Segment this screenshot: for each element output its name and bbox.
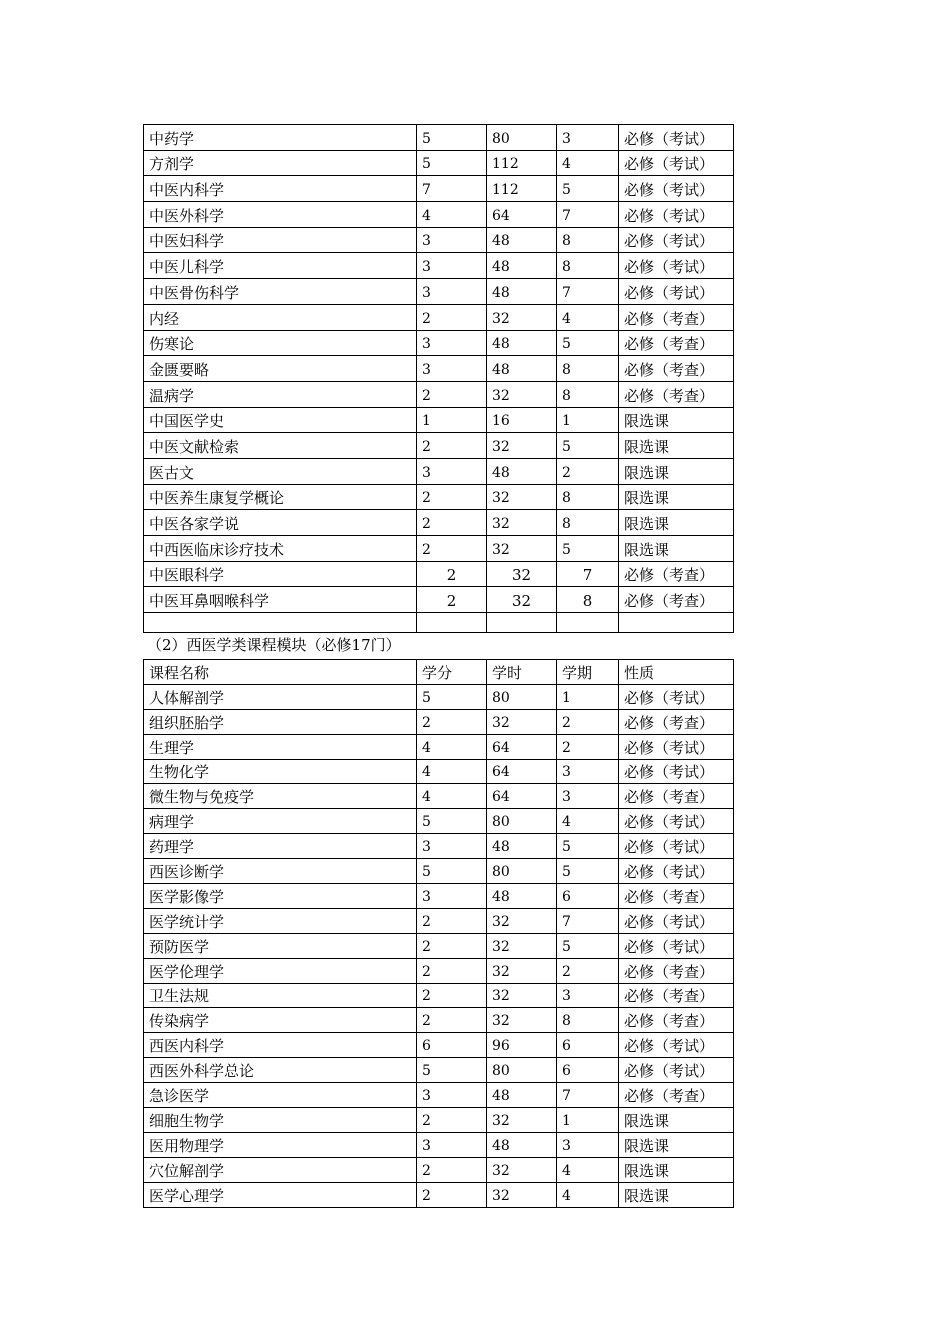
semester-cell: 3 (557, 125, 619, 151)
semester-cell: 2 (557, 458, 619, 484)
course-name-cell: 预防医学 (144, 933, 417, 958)
type-cell: 必修（考查） (619, 381, 734, 407)
credits-cell: 2 (417, 933, 487, 958)
course-name-cell: 中医耳鼻咽喉科学 (144, 587, 417, 613)
table-row (144, 1157, 734, 1182)
type-cell: 必修（考试） (619, 933, 734, 958)
semester-cell: 7 (557, 279, 619, 305)
semester-cell: 3 (557, 983, 619, 1008)
course-name-cell: 医学伦理学 (144, 958, 417, 983)
credits-cell: 2 (417, 1108, 487, 1133)
type-cell: 必修（考查） (619, 958, 734, 983)
hours-cell: 32 (487, 587, 557, 613)
credits-cell: 2 (417, 908, 487, 933)
type-cell: 必修（考查） (619, 1083, 734, 1108)
header-type: 性质 (619, 660, 734, 685)
type-cell: 限选课 (619, 1108, 734, 1133)
type-cell: 必修（考查） (619, 587, 734, 613)
table-row (144, 1182, 734, 1207)
type-cell: 必修（考试） (619, 279, 734, 305)
hours-cell: 32 (487, 1157, 557, 1182)
credits-cell: 2 (417, 958, 487, 983)
hours-cell: 96 (487, 1033, 557, 1058)
table-row (144, 933, 734, 958)
course-name-cell: 金匮要略 (144, 356, 417, 382)
credits-cell: 2 (417, 510, 487, 536)
type-cell: 限选课 (619, 1157, 734, 1182)
semester-cell: 7 (557, 1083, 619, 1108)
semester-cell: 5 (557, 176, 619, 202)
semester-cell: 4 (557, 809, 619, 834)
table-row (144, 279, 734, 305)
hours-cell: 80 (487, 1058, 557, 1083)
semester-cell: 8 (557, 381, 619, 407)
table-row (144, 784, 734, 809)
credits-cell: 2 (417, 709, 487, 734)
table-row (144, 1108, 734, 1133)
hours-cell: 80 (487, 809, 557, 834)
western-medicine-course-table (143, 659, 734, 1208)
hours-cell: 32 (487, 304, 557, 330)
credits-cell: 2 (417, 1157, 487, 1182)
semester-cell: 5 (557, 859, 619, 884)
semester-cell: 4 (557, 1182, 619, 1207)
hours-cell: 80 (487, 859, 557, 884)
empty-cell (417, 613, 487, 633)
course-name-cell: 伤寒论 (144, 330, 417, 356)
table-row (144, 1033, 734, 1058)
hours-cell: 32 (487, 908, 557, 933)
table-row (144, 176, 734, 202)
type-cell: 必修（考查） (619, 983, 734, 1008)
table-row (144, 561, 734, 587)
credits-cell: 2 (417, 983, 487, 1008)
credits-cell: 4 (417, 734, 487, 759)
hours-cell: 32 (487, 983, 557, 1008)
type-cell: 限选课 (619, 484, 734, 510)
credits-cell: 2 (417, 433, 487, 459)
type-cell: 限选课 (619, 1132, 734, 1157)
type-cell: 必修（考试） (619, 1033, 734, 1058)
hours-cell: 48 (487, 356, 557, 382)
hours-cell: 32 (487, 958, 557, 983)
hours-cell: 48 (487, 279, 557, 305)
course-name-cell: 生物化学 (144, 759, 417, 784)
credits-cell: 4 (417, 784, 487, 809)
type-cell: 必修（考试） (619, 809, 734, 834)
course-name-cell: 内经 (144, 304, 417, 330)
type-cell: 必修（考试） (619, 859, 734, 884)
semester-cell: 2 (557, 734, 619, 759)
hours-cell: 32 (487, 933, 557, 958)
course-name-cell: 西医内科学 (144, 1033, 417, 1058)
course-name-cell: 组织胚胎学 (144, 709, 417, 734)
credits-cell: 3 (417, 227, 487, 253)
credits-cell: 3 (417, 834, 487, 859)
semester-cell: 5 (557, 433, 619, 459)
table-row (144, 407, 734, 433)
type-cell: 必修（考试） (619, 734, 734, 759)
semester-cell: 3 (557, 759, 619, 784)
course-name-cell: 中医儿科学 (144, 253, 417, 279)
semester-cell: 8 (557, 356, 619, 382)
table-row (144, 908, 734, 933)
hours-cell: 48 (487, 458, 557, 484)
type-cell: 必修（考查） (619, 356, 734, 382)
table-row (144, 1008, 734, 1033)
type-cell: 必修（考试） (619, 125, 734, 151)
course-name-cell: 西医外科学总论 (144, 1058, 417, 1083)
hours-cell: 16 (487, 407, 557, 433)
credits-cell: 2 (417, 536, 487, 562)
type-cell: 必修（考试） (619, 176, 734, 202)
table-row (144, 202, 734, 228)
credits-cell: 3 (417, 279, 487, 305)
empty-cell (487, 613, 557, 633)
type-cell: 限选课 (619, 536, 734, 562)
course-name-cell: 医用物理学 (144, 1132, 417, 1157)
semester-cell: 4 (557, 304, 619, 330)
type-cell: 限选课 (619, 407, 734, 433)
hours-cell: 32 (487, 510, 557, 536)
hours-cell: 80 (487, 684, 557, 709)
table-header-row (144, 660, 734, 685)
credits-cell: 5 (417, 125, 487, 151)
course-name-cell: 药理学 (144, 834, 417, 859)
semester-cell: 3 (557, 784, 619, 809)
hours-cell: 48 (487, 884, 557, 909)
course-name-cell: 中药学 (144, 125, 417, 151)
table-row (144, 1132, 734, 1157)
table-row (144, 150, 734, 176)
course-name-cell: 中医文献检索 (144, 433, 417, 459)
table-row (144, 356, 734, 382)
course-name-cell: 方剂学 (144, 150, 417, 176)
semester-cell: 6 (557, 1058, 619, 1083)
empty-cell (144, 613, 417, 633)
type-cell: 必修（考查） (619, 884, 734, 909)
western-medicine-module-caption: （2）西医学类课程模块（必修17门） (147, 636, 401, 654)
course-name-cell: 穴位解剖学 (144, 1157, 417, 1182)
table-row (144, 536, 734, 562)
credits-cell: 3 (417, 458, 487, 484)
course-name-cell: 人体解剖学 (144, 684, 417, 709)
table-row (144, 834, 734, 859)
semester-cell: 3 (557, 1132, 619, 1157)
credits-cell: 7 (417, 176, 487, 202)
semester-cell: 2 (557, 958, 619, 983)
hours-cell: 48 (487, 1132, 557, 1157)
credits-cell: 3 (417, 356, 487, 382)
table-row (144, 859, 734, 884)
tcm-course-table-body (144, 125, 734, 633)
hours-cell: 32 (487, 1008, 557, 1033)
header-semester: 学期 (557, 660, 619, 685)
course-name-cell: 病理学 (144, 809, 417, 834)
hours-cell: 48 (487, 834, 557, 859)
semester-cell: 4 (557, 150, 619, 176)
table-row (144, 484, 734, 510)
semester-cell: 1 (557, 1108, 619, 1133)
empty-row (144, 613, 734, 633)
table-row (144, 433, 734, 459)
course-name-cell: 中医外科学 (144, 202, 417, 228)
semester-cell: 6 (557, 884, 619, 909)
course-name-cell: 医学统计学 (144, 908, 417, 933)
type-cell: 必修（考试） (619, 834, 734, 859)
semester-cell: 8 (557, 484, 619, 510)
semester-cell: 8 (557, 1008, 619, 1033)
type-cell: 必修（考试） (619, 684, 734, 709)
table-row (144, 684, 734, 709)
table-row (144, 458, 734, 484)
tcm-course-table (143, 124, 734, 633)
credits-cell: 2 (417, 304, 487, 330)
western-medicine-course-table-body (144, 660, 734, 1208)
course-name-cell: 中医妇科学 (144, 227, 417, 253)
course-name-cell: 中医眼科学 (144, 561, 417, 587)
course-name-cell: 中医养生康复学概论 (144, 484, 417, 510)
type-cell: 限选课 (619, 433, 734, 459)
type-cell: 限选课 (619, 458, 734, 484)
header-course-name: 课程名称 (144, 660, 417, 685)
course-name-cell: 中国医学史 (144, 407, 417, 433)
semester-cell: 5 (557, 536, 619, 562)
course-name-cell: 医学心理学 (144, 1182, 417, 1207)
semester-cell: 2 (557, 709, 619, 734)
semester-cell: 7 (557, 202, 619, 228)
hours-cell: 32 (487, 561, 557, 587)
course-name-cell: 西医诊断学 (144, 859, 417, 884)
credits-cell: 4 (417, 759, 487, 784)
hours-cell: 112 (487, 150, 557, 176)
table-row (144, 381, 734, 407)
course-name-cell: 卫生法规 (144, 983, 417, 1008)
credits-cell: 2 (417, 561, 487, 587)
type-cell: 必修（考查） (619, 709, 734, 734)
table-row (144, 759, 734, 784)
course-name-cell: 中医内科学 (144, 176, 417, 202)
table-row (144, 227, 734, 253)
hours-cell: 48 (487, 227, 557, 253)
empty-cell (557, 613, 619, 633)
credits-cell: 2 (417, 587, 487, 613)
semester-cell: 8 (557, 227, 619, 253)
hours-cell: 48 (487, 253, 557, 279)
credits-cell: 3 (417, 330, 487, 356)
credits-cell: 5 (417, 1058, 487, 1083)
hours-cell: 64 (487, 734, 557, 759)
type-cell: 必修（考查） (619, 1008, 734, 1033)
hours-cell: 48 (487, 1083, 557, 1108)
semester-cell: 8 (557, 587, 619, 613)
table-row (144, 587, 734, 613)
credits-cell: 5 (417, 150, 487, 176)
credits-cell: 1 (417, 407, 487, 433)
course-name-cell: 中医骨伤科学 (144, 279, 417, 305)
course-name-cell: 中医各家学说 (144, 510, 417, 536)
type-cell: 必修（考试） (619, 1058, 734, 1083)
table-row (144, 304, 734, 330)
hours-cell: 32 (487, 433, 557, 459)
type-cell: 必修（考试） (619, 227, 734, 253)
hours-cell: 32 (487, 709, 557, 734)
hours-cell: 48 (487, 330, 557, 356)
credits-cell: 3 (417, 253, 487, 279)
table-row (144, 709, 734, 734)
course-name-cell: 急诊医学 (144, 1083, 417, 1108)
credits-cell: 5 (417, 809, 487, 834)
type-cell: 限选课 (619, 1182, 734, 1207)
course-name-cell: 细胞生物学 (144, 1108, 417, 1133)
semester-cell: 7 (557, 908, 619, 933)
hours-cell: 80 (487, 125, 557, 151)
hours-cell: 32 (487, 484, 557, 510)
course-name-cell: 微生物与免疫学 (144, 784, 417, 809)
credits-cell: 5 (417, 684, 487, 709)
semester-cell: 5 (557, 933, 619, 958)
table-row (144, 125, 734, 151)
semester-cell: 1 (557, 684, 619, 709)
header-credits: 学分 (417, 660, 487, 685)
header-hours: 学时 (487, 660, 557, 685)
type-cell: 必修（考查） (619, 304, 734, 330)
semester-cell: 4 (557, 1157, 619, 1182)
type-cell: 必修（考试） (619, 202, 734, 228)
table-row (144, 1083, 734, 1108)
table-row (144, 734, 734, 759)
hours-cell: 112 (487, 176, 557, 202)
type-cell: 必修（考试） (619, 908, 734, 933)
credits-cell: 6 (417, 1033, 487, 1058)
type-cell: 必修（考查） (619, 330, 734, 356)
hours-cell: 32 (487, 1108, 557, 1133)
table-row (144, 510, 734, 536)
course-name-cell: 传染病学 (144, 1008, 417, 1033)
semester-cell: 5 (557, 330, 619, 356)
type-cell: 必修（考查） (619, 784, 734, 809)
type-cell: 限选课 (619, 510, 734, 536)
course-name-cell: 医学影像学 (144, 884, 417, 909)
credits-cell: 2 (417, 1182, 487, 1207)
semester-cell: 5 (557, 834, 619, 859)
course-name-cell: 中西医临床诊疗技术 (144, 536, 417, 562)
semester-cell: 8 (557, 253, 619, 279)
hours-cell: 32 (487, 536, 557, 562)
type-cell: 必修（考查） (619, 561, 734, 587)
course-name-cell: 生理学 (144, 734, 417, 759)
table-row (144, 1058, 734, 1083)
semester-cell: 1 (557, 407, 619, 433)
credits-cell: 3 (417, 884, 487, 909)
table-row (144, 330, 734, 356)
hours-cell: 64 (487, 759, 557, 784)
table-row (144, 809, 734, 834)
credits-cell: 2 (417, 381, 487, 407)
hours-cell: 64 (487, 784, 557, 809)
semester-cell: 8 (557, 510, 619, 536)
credits-cell: 4 (417, 202, 487, 228)
type-cell: 必修（考试） (619, 253, 734, 279)
table-row (144, 884, 734, 909)
hours-cell: 64 (487, 202, 557, 228)
table-row (144, 983, 734, 1008)
table-row (144, 253, 734, 279)
hours-cell: 32 (487, 381, 557, 407)
empty-cell (619, 613, 734, 633)
hours-cell: 32 (487, 1182, 557, 1207)
type-cell: 必修（考试） (619, 759, 734, 784)
table-row (144, 958, 734, 983)
credits-cell: 3 (417, 1132, 487, 1157)
course-name-cell: 医古文 (144, 458, 417, 484)
course-name-cell: 温病学 (144, 381, 417, 407)
type-cell: 必修（考试） (619, 150, 734, 176)
credits-cell: 5 (417, 859, 487, 884)
credits-cell: 2 (417, 1008, 487, 1033)
semester-cell: 7 (557, 561, 619, 587)
credits-cell: 2 (417, 484, 487, 510)
semester-cell: 6 (557, 1033, 619, 1058)
credits-cell: 3 (417, 1083, 487, 1108)
